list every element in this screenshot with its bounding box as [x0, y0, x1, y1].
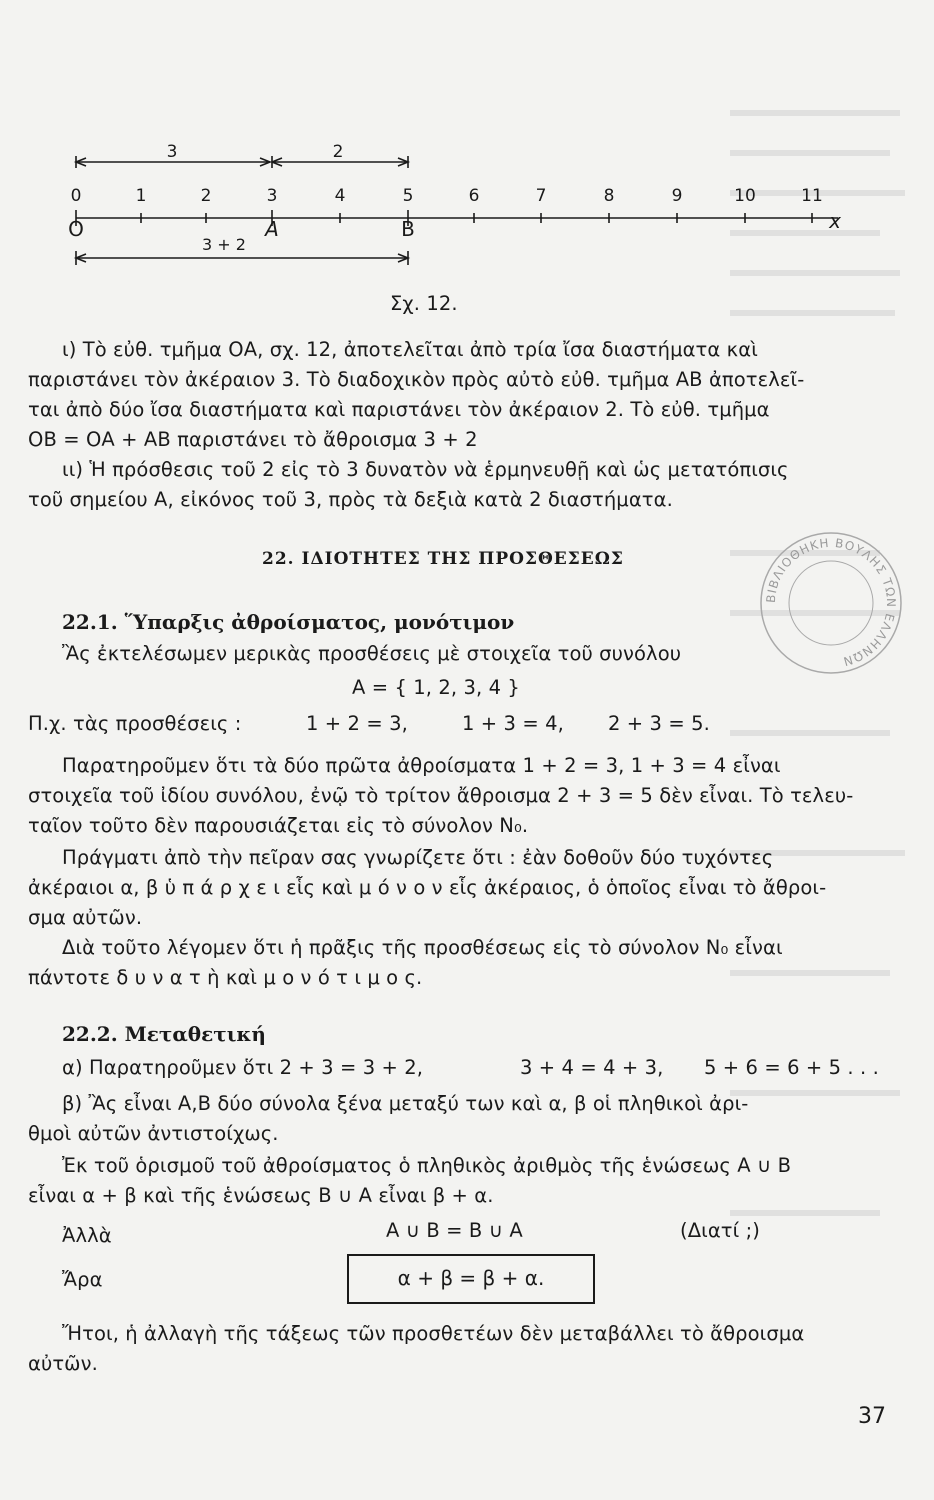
sub1-line-6: ταῖον τοῦτο δὲν παρουσιάζεται εἰς τὸ σύνολον N₀. — [28, 814, 529, 837]
para-i-line-3: ται ἀπὸ δύο ἴσα διαστήματα καὶ παριστάνει τὸν ἀκέραιον 2. Τὸ εὐθ. τμῆμα — [28, 398, 770, 421]
sub1-example-label: Π.χ. τὰς προσθέσεις : — [28, 712, 242, 735]
para-i-line-4: ΟΒ = ΟΑ + ΑΒ παριστάνει τὸ ἄθροισμα 3 + 2 — [28, 428, 478, 451]
sub2-line-beta-2: θμοὶ αὐτῶν ἀντιστοίχως. — [28, 1122, 279, 1145]
sub1-line-4: Παρατηροῦμεν ὅτι τὰ δύο πρῶτα ἀθροίσματα 1 + 2 = 3, 1 + 3 = 4 εἶναι — [62, 754, 781, 777]
tick-label-4: 4 — [334, 186, 346, 206]
sub2-line-alpha: α) Παρατηροῦμεν ὅτι 2 + 3 = 3 + 2, — [62, 1056, 424, 1079]
page-number: 37 — [858, 1404, 886, 1429]
sub2-line-6: εἶναι α + β καὶ τῆς ἑνώσεως Β ∪ Α εἶναι β + α. — [28, 1184, 494, 1207]
point-label-o: O — [68, 217, 84, 241]
sub1-line-8: ἀκέραιοι α, β ὑ π ά ρ χ ε ι εἷς καὶ μ ό ν ο ν εἷς ἀκέραιος, ὁ ὁποῖος εἶναι τὸ ἄθροι- — [28, 876, 827, 899]
sub1-example-3: 2 + 3 = 5. — [608, 712, 710, 735]
point-label-a: A — [265, 217, 279, 241]
sub1-line-7: Πράγματι ἀπὸ τὴν πεῖραν σας γνωρίζετε ὅτι : ἐὰν δοθοῦν δύο τυχόντες — [62, 846, 774, 869]
sub1-line-11: πάντοτε δ υ ν α τ ὴ καὶ μ ο ν ό τ ι μ ο ς. — [28, 966, 423, 989]
brace-label-2: 2 — [332, 142, 344, 162]
para-i-line-1: ι) Τὸ εὐθ. τμῆμα ΟΑ, σχ. 12, ἀποτελεῖται ἀπὸ τρία ἴσα διαστήματα καὶ — [62, 338, 758, 361]
sub1-line-5: στοιχεῖα τοῦ ἰδίου συνόλου, ἐνῷ τὸ τρίτον ἄθροισμα 2 + 3 = 5 δὲν εἶναι. Τὸ τελευ- — [28, 784, 854, 807]
stamp-text: ΒΙΒΛΙΟΘΗΚΗ ΒΟΥΛΗΣ ΤΩΝ ΕΛΛΗΝΩΝ — [763, 535, 899, 669]
tick-label-10: 10 — [734, 186, 756, 206]
para-ii-line-2: τοῦ σημείου Α, εἰκόνος τοῦ 3, πρὸς τὰ δεξιὰ κατὰ 2 διαστήματα. — [28, 488, 673, 511]
section-title: 22. ΙΔΙΟΤΗΤΕΣ ΤΗΣ ΠΡΟΣΘΕΣΕΩΣ — [262, 549, 624, 569]
sub1-example-2: 1 + 3 = 4, — [462, 712, 564, 735]
library-stamp — [756, 528, 906, 678]
tick-label-0: 0 — [70, 186, 82, 206]
subsection-22-1-title: 22.1. Ὕπαρξις ἀθροίσματος, μονότιμον — [62, 610, 515, 634]
tick-label-1: 1 — [135, 186, 147, 206]
sub1-line-10: Διὰ τοῦτο λέγομεν ὅτι ἡ πρᾶξις τῆς προσθέσεως εἰς τὸ σύνολον N₀ εἶναι — [62, 936, 783, 959]
point-label-b: B — [401, 217, 415, 241]
tick-label-2: 2 — [200, 186, 212, 206]
sub2-but-label: Ἀλλὰ — [62, 1224, 112, 1247]
sub2-alpha-2: 3 + 4 = 4 + 3, — [520, 1056, 664, 1079]
point-label-x: x — [829, 209, 841, 233]
tick-label-11: 11 — [801, 186, 823, 206]
sub2-line-beta: β) Ἂς εἶναι Α,Β δύο σύνολα ξένα μεταξύ των καὶ α, β οἱ πληθικοὶ ἀρι- — [62, 1092, 749, 1115]
subsection-22-2-title: 22.2. Μεταθετική — [62, 1022, 266, 1046]
para-i-line-2: παριστάνει τὸν ἀκέραιον 3. Τὸ διαδοχικὸν πρὸς αὐτὸ εὐθ. τμῆμα ΑΒ ἀποτελεῖ- — [28, 368, 805, 391]
tick-label-7: 7 — [535, 186, 547, 206]
sub2-therefore-label: Ἄρα — [62, 1268, 103, 1291]
sub2-line-conclusion: Ἤτοι, ἡ ἀλλαγὴ τῆς τάξεως τῶν προσθετέων δὲν μεταβάλλει τὸ ἄθροισμα — [62, 1322, 805, 1345]
brace-label-3: 3 — [166, 142, 178, 162]
tick-label-9: 9 — [671, 186, 683, 206]
tick-label-6: 6 — [468, 186, 480, 206]
brace-label-3-plus-2: 3 + 2 — [202, 235, 246, 254]
sub2-alpha-3: 5 + 6 = 6 + 5 . . . — [704, 1056, 879, 1079]
commutative-law-box — [347, 1254, 595, 1304]
sub2-line-conclusion-2: αὐτῶν. — [28, 1352, 98, 1375]
tick-label-3: 3 — [266, 186, 278, 206]
sub2-line-5: Ἐκ τοῦ ὁρισμοῦ τοῦ ἀθροίσματος ὁ πληθικὸς ἀριθμὸς τῆς ἑνώσεως Α ∪ Β — [62, 1154, 792, 1177]
sub1-line-9: σμα αὐτῶν. — [28, 906, 143, 929]
commutative-law-formula: α + β = β + α. — [397, 1266, 545, 1290]
para-ii-line-1: ιι) Ἡ πρόσθεσις τοῦ 2 εἰς τὸ 3 δυνατὸν νὰ ἑρμηνευθῇ καὶ ὡς μετατόπισις — [62, 458, 789, 481]
tick-label-5: 5 — [402, 186, 414, 206]
sub2-why: (Διατί ;) — [680, 1219, 761, 1242]
sub1-set-a: Α = { 1, 2, 3, 4 } — [352, 676, 520, 699]
sub2-union-equation: Α ∪ Β = Β ∪ Α — [386, 1219, 523, 1242]
sub1-line-1: Ἂς ἐκτελέσωμεν μερικὰς προσθέσεις μὲ στοιχεῖα τοῦ συνόλου — [62, 642, 682, 665]
figure-caption: Σχ. 12. — [390, 292, 458, 315]
number-line-figure — [60, 140, 860, 320]
sub1-example-1: 1 + 2 = 3, — [306, 712, 408, 735]
tick-label-8: 8 — [603, 186, 615, 206]
